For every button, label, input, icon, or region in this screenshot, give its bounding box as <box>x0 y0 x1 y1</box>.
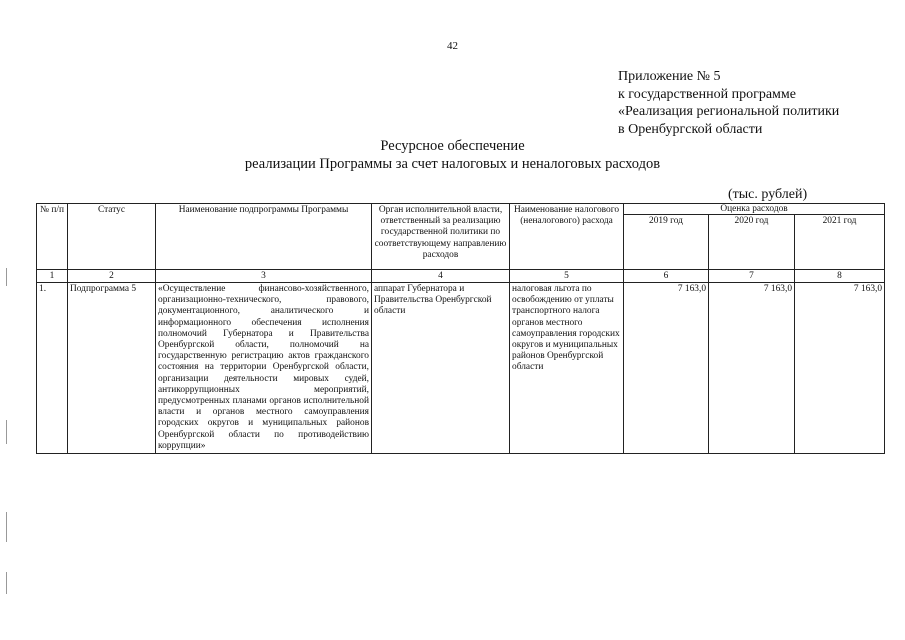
scan-margin-mark <box>6 420 7 444</box>
appendix-line-3: «Реализация региональной политики <box>618 104 840 119</box>
row-2021-value: 7 163,0 <box>795 283 885 454</box>
row-2020-value: 7 163,0 <box>709 283 795 454</box>
column-number: 1 <box>37 270 68 283</box>
row-2019-value: 7 163,0 <box>624 283 709 454</box>
document-title-line-2: реализации Программы за счет налоговых и неналоговых расходов <box>244 156 661 172</box>
scan-margin-mark <box>6 572 7 594</box>
row-organ: аппарат Губернатора и Правительства Оренбургской области <box>372 283 510 454</box>
column-number: 2 <box>68 270 156 283</box>
scan-margin-mark <box>6 268 7 286</box>
header-status: Статус <box>68 204 156 270</box>
column-number: 5 <box>510 270 624 283</box>
scan-margin-mark <box>6 512 7 542</box>
column-numbers-row <box>37 270 885 283</box>
resource-table <box>36 203 885 454</box>
units-label: (тыс. рублей) <box>728 187 808 202</box>
header-organ: Орган исполнительной власти, ответственный за реализацию государственной политики по соответствующему направлению расходов <box>372 204 510 270</box>
header-subprogram: Наименование подпрограммы Программы <box>156 204 372 270</box>
header-num: № п/п <box>37 204 68 270</box>
appendix-note <box>618 68 839 138</box>
appendix-line-2: к государственной программе <box>618 86 796 102</box>
row-status: Подпрограмма 5 <box>68 283 156 454</box>
header-2019: 2019 год <box>624 215 709 270</box>
column-number: 8 <box>795 270 885 283</box>
document-title <box>0 137 905 173</box>
row-expense: налоговая льгота по освобождению от уплаты транспортного налога органов местного самоуправления городских округов и муниципальных районов Оренбургской области <box>510 283 624 454</box>
column-number: 3 <box>156 270 372 283</box>
row-subprogram: «Осуществление финансово-хозяйственного, организационно-технического, правового, документационного, аналитического и информационного обеспечения исполнения полномочий Губернатора и Правительства Оренбургской области, полномочий на государственную регистрацию актов гражданского состояния на территории Оренбургской области, организации деятельности мировых судей, антикоррупционных мероприятий, предусмотренных планами органов исполнительной власти и органов местного самоуправления городских округов и муниципальных районов Оренбургской области по противодействию коррупции» <box>156 283 372 454</box>
header-expense: Наименование налогового (неналогового) расхода <box>510 204 624 270</box>
document-title-line-1: Ресурсное обеспечение <box>380 138 525 154</box>
header-estimate: Оценка расходов <box>624 204 885 215</box>
appendix-line-4: в Оренбургской области <box>618 121 763 137</box>
table-row <box>37 283 885 454</box>
table-header-row-1 <box>37 204 885 215</box>
appendix-line-1: Приложение № 5 <box>618 69 721 84</box>
column-number: 7 <box>709 270 795 283</box>
header-2021: 2021 год <box>795 215 885 270</box>
column-number: 6 <box>624 270 709 283</box>
column-number: 4 <box>372 270 510 283</box>
page-number: 42 <box>447 40 458 52</box>
header-2020: 2020 год <box>709 215 795 270</box>
row-num: 1. <box>37 283 68 454</box>
